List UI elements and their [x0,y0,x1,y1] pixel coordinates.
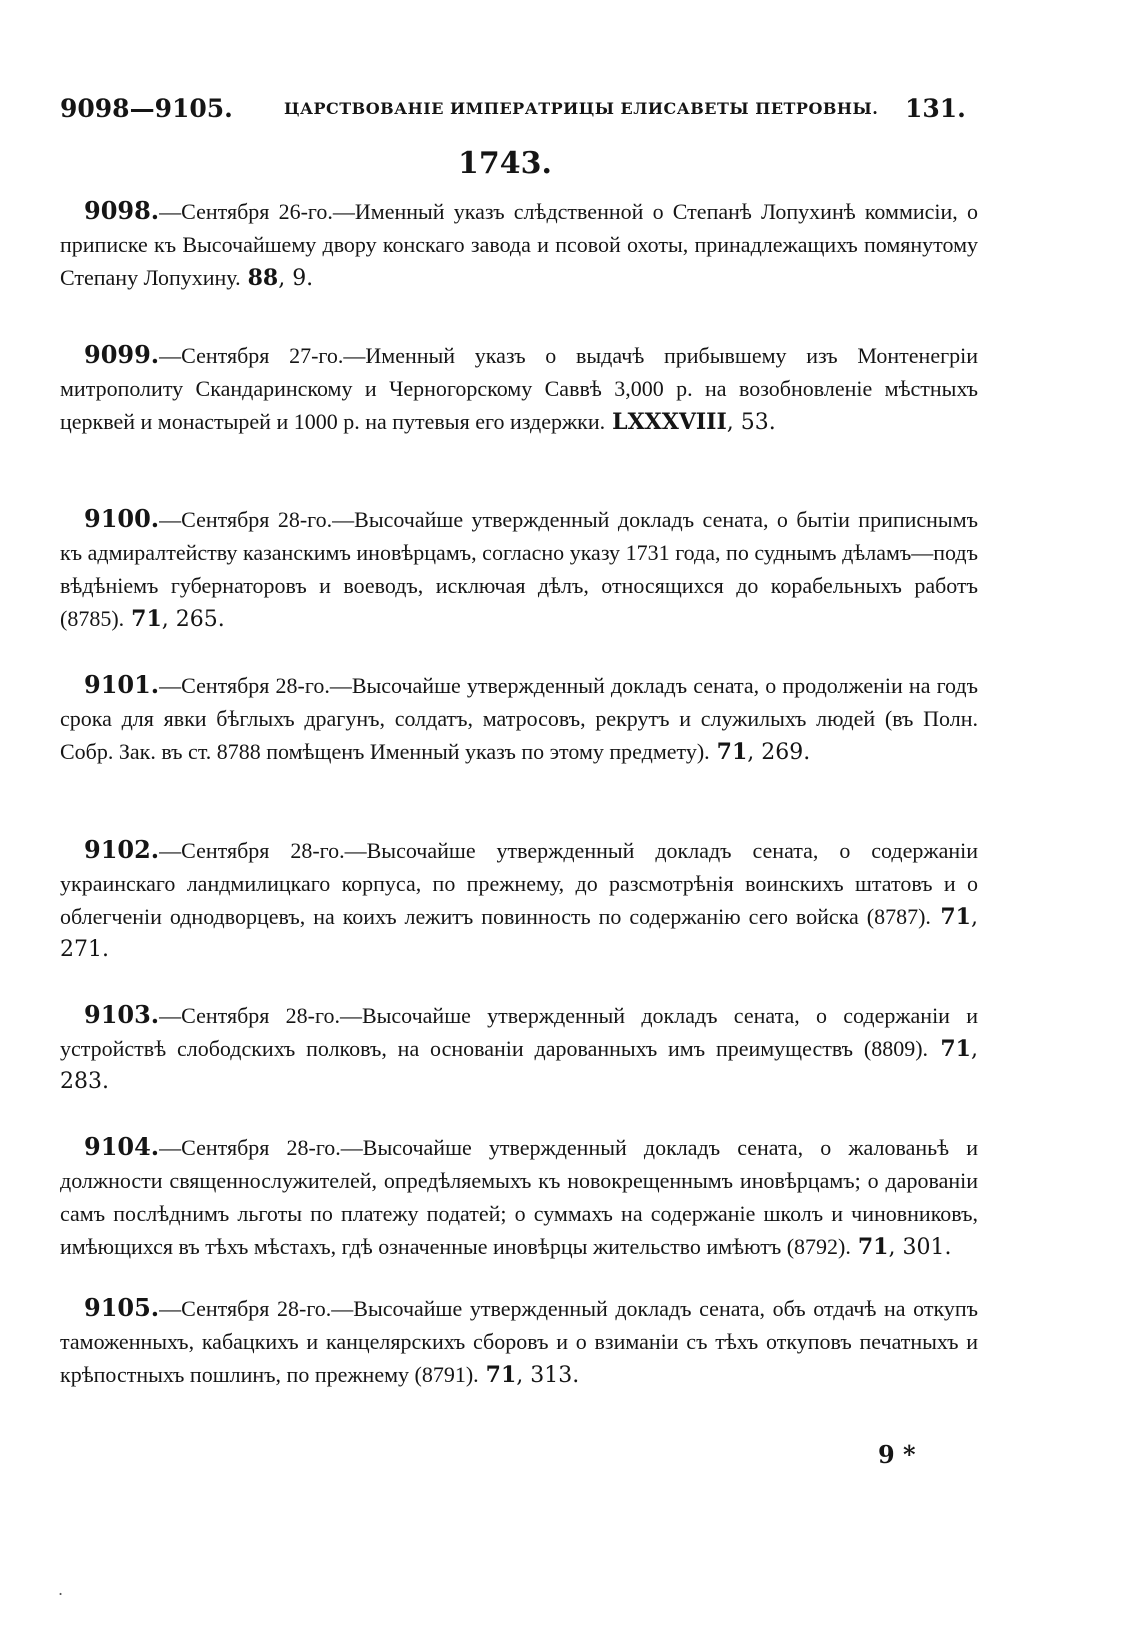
decree-entry-9099 [60,339,978,439]
entry-text: —Сентября 28-го.—Высочайше утвержденный докладъ сената, о бытіи приписнымъ къ адмиралтейству казанскимъ иновѣрцамъ, согласно указу 1731 года, по суднымъ дѣламъ—подъ вѣдѣніемъ губернаторовъ и воеводъ, исключая дѣлъ, относящихся до корабельныхъ работъ (8785). [60,507,978,631]
entry-text: —Сентября 28-го.—Высочайше утвержденный докладъ сената, о содержаніи и устройствѣ слободскихъ полковъ, на основаніи дарованныхъ имъ преимуществъ (8809). [60,1003,978,1061]
page-reference: , 271. [60,905,978,962]
page-reference: , 9. [278,266,314,291]
corner-mark: . [58,1580,64,1599]
entry-number: 9099. [84,340,160,369]
entry-text: —Сентября 28-го.—Высочайше утвержденный докладъ сената, о жалованьѣ и должности священнослужителей, опредѣляемыхъ къ новокрещеннымъ иновѣрцамъ; о дарованіи самъ послѣднимъ льготы по платежу податей; о суммахъ на содержаніе школъ и чиновниковъ, имѣющихся въ тѣхъ мѣстахъ, гдѣ означенные иновѣрцы жительство имѣютъ (8792). [60,1135,978,1259]
page-reference: , 53. [726,410,776,435]
entry-number: 9102. [84,835,160,864]
page-reference: , 283. [60,1037,978,1094]
entry-number: 9105. [84,1293,160,1322]
page-reference: , 269. [747,740,811,765]
header-entry-range: 9098—9105. [60,94,233,123]
signature-mark: 9 * [878,1440,916,1469]
volume-reference: 71 [131,606,162,632]
entry-text: —Сентября 28-го.—Высочайше утвержденный докладъ сената, о продолженіи на годъ срока для явки бѣглыхъ драгунъ, солдатъ, матросовъ, рекрутъ и служилыхъ людей (въ Полн. Собр. Зак. въ ст. 8788 помѣщенъ Именный указъ по этому предмету). [60,673,978,764]
entry-number: 9098. [84,196,160,225]
decree-entry-9105 [60,1292,978,1392]
volume-reference: 71 [485,1362,517,1388]
entry-text: —Сентября 28-го.—Высочайше утвержденный докладъ сената, объ отдачѣ на откупъ таможенныхъ, кабацкихъ и канцелярскихъ сборовъ и о взиманіи съ тѣхъ откуповъ печатныхъ и крѣпостныхъ пошлинъ, по прежнему (8791). [60,1296,978,1387]
entry-number: 9101. [84,670,160,699]
volume-reference: 88 [247,265,279,291]
volume-reference: 71 [940,1036,971,1062]
page-reference: , 313. [516,1363,580,1388]
entry-number: 9104. [84,1132,160,1161]
volume-reference: 71 [716,739,748,765]
entry-number: 9100. [84,504,160,533]
entry-text: —Сентября 26-го.—Именный указъ слѣдственной о Степанѣ Лопухинѣ коммисіи, о приписке къ Высочайшему двору конскаго завода и псовой охоты, принадлежащихъ помянутому Степану Лопухину. [60,199,978,290]
page-number: 131. [905,94,966,123]
decree-entry-9102 [60,834,978,966]
volume-reference: 71 [940,904,971,930]
page-reference: , 265. [161,607,225,632]
decree-entry-9101 [60,669,978,769]
volume-reference: 71 [857,1234,889,1260]
decree-entry-9103 [60,999,978,1098]
volume-reference: LXXXVIII [612,409,727,435]
entry-text: —Сентября 27-го.—Именный указъ о выдачѣ прибывшему изъ Монтенегріи митрополиту Скандаринскому и Черногорскому Саввѣ 3,000 р. на возобновленіе мѣстныхъ церквей и монастырей и 1000 р. на путевыя его издержки. [60,343,978,434]
page-reference: , 301. [888,1235,952,1260]
running-title: ЦАРСТВОВАНІЕ ИМПЕРАТРИЦЫ ЕЛИСАВЕТЫ ПЕТРОВНЫ. [284,99,879,118]
year-heading: 1743. [458,146,552,181]
decree-entry-9098 [60,195,978,295]
entry-number: 9103. [84,1000,160,1029]
decree-entry-9104 [60,1131,978,1264]
decree-entry-9100 [60,503,978,636]
entry-text: —Сентября 28-го.—Высочайше утвержденный докладъ сената, о содержаніи украинскаго ландмилицкаго корпуса, по прежнему, до разсмотрѣнія воинскихъ штатовъ и о облегченіи однодворцевъ, на коихъ лежитъ повинность по содержанію сего войска (8787). [60,838,978,929]
